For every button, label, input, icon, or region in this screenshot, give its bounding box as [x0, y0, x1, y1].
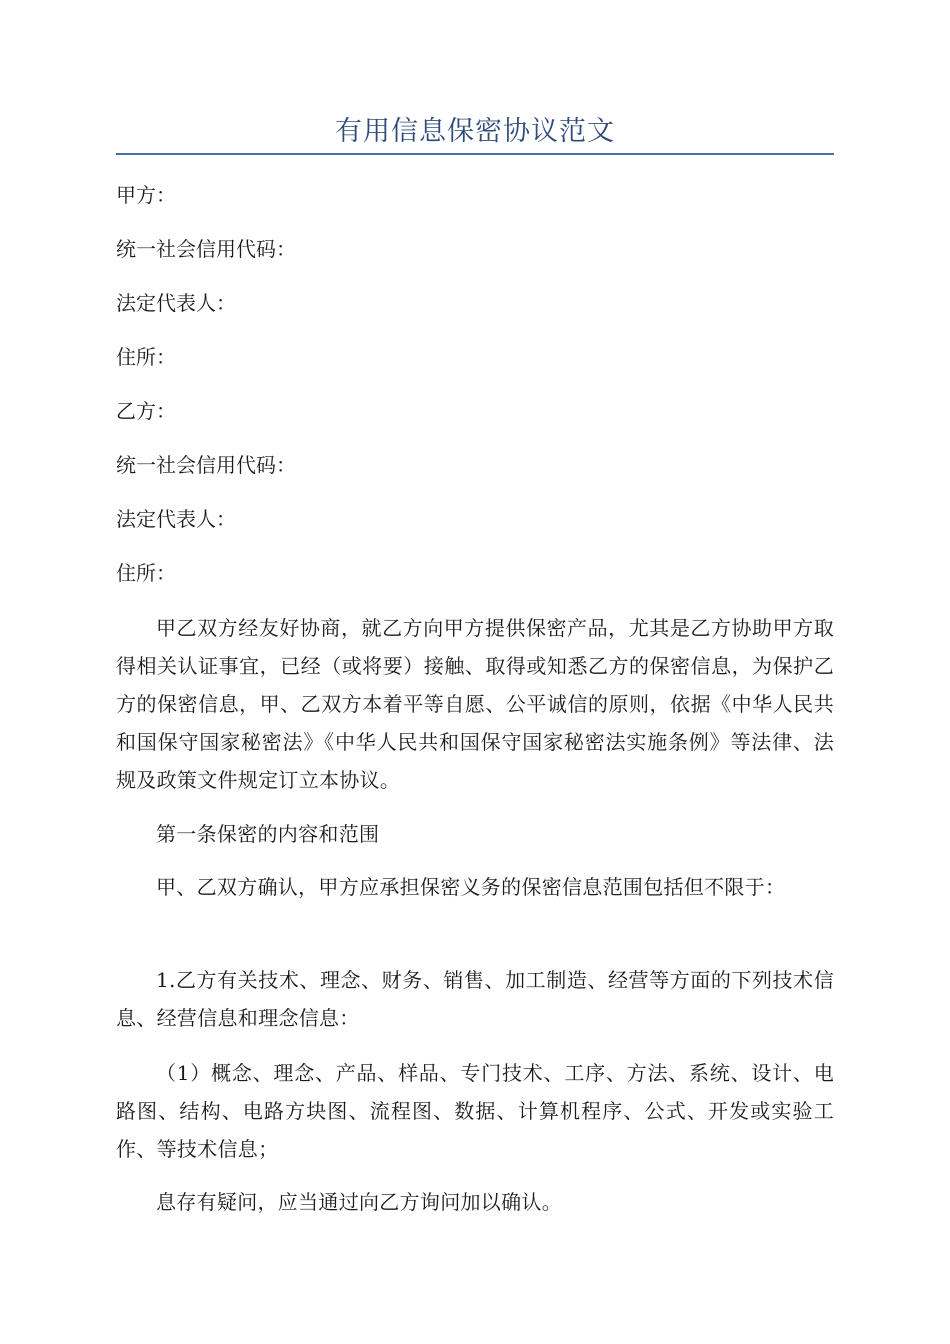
- clause-1-item-1-paragraph: （1）概念、理念、产品、样品、专门技术、工序、方法、系统、设计、电路图、结构、电路方块图、流程图、数据、计算机程序、公式、开发或实验工作、等技术信息；: [116, 1061, 834, 1161]
- clause-1-paragraph: 1.乙方有关技术、理念、财务、销售、加工制造、经营等方面的下列技术信息、经营信息和理念信息：: [116, 968, 834, 1030]
- party-b-representative: 法定代表人：: [116, 507, 236, 531]
- party-b-credit-code: 统一社会信用代码：: [116, 453, 296, 477]
- document-title: 有用信息保密协议范文: [335, 116, 615, 147]
- party-a-credit-code: 统一社会信用代码：: [116, 237, 296, 261]
- party-a-address: 住所：: [116, 345, 176, 369]
- title-underline: [116, 153, 834, 155]
- party-a-label: 甲方：: [116, 183, 176, 207]
- party-a-representative: 法定代表人：: [116, 291, 236, 315]
- confirmation-paragraph: 息存有疑问，应当通过向乙方询问加以确认。: [156, 1190, 562, 1214]
- party-b-address: 住所：: [116, 561, 176, 585]
- article-heading: 第一条保密的内容和范围: [156, 822, 380, 846]
- party-b-label: 乙方：: [116, 399, 176, 423]
- preamble-paragraph: 甲乙双方经友好协商，就乙方向甲方提供保密产品，尤其是乙方协助甲方取得相关认证事宜，已经（或将要）接触、取得或知悉乙方的保密信息，为保护乙方的保密信息，甲、乙双方本着平等自愿、公平诚信的原则，依据《中华人民共和国保守国家秘密法》《中华人民共和国保守国家秘密法实施条例》等法律、法规及政策文件规定订立本协议。: [116, 616, 834, 792]
- scope-paragraph: 甲、乙双方确认，甲方应承担保密义务的保密信息范围包括但不限于：: [156, 875, 786, 899]
